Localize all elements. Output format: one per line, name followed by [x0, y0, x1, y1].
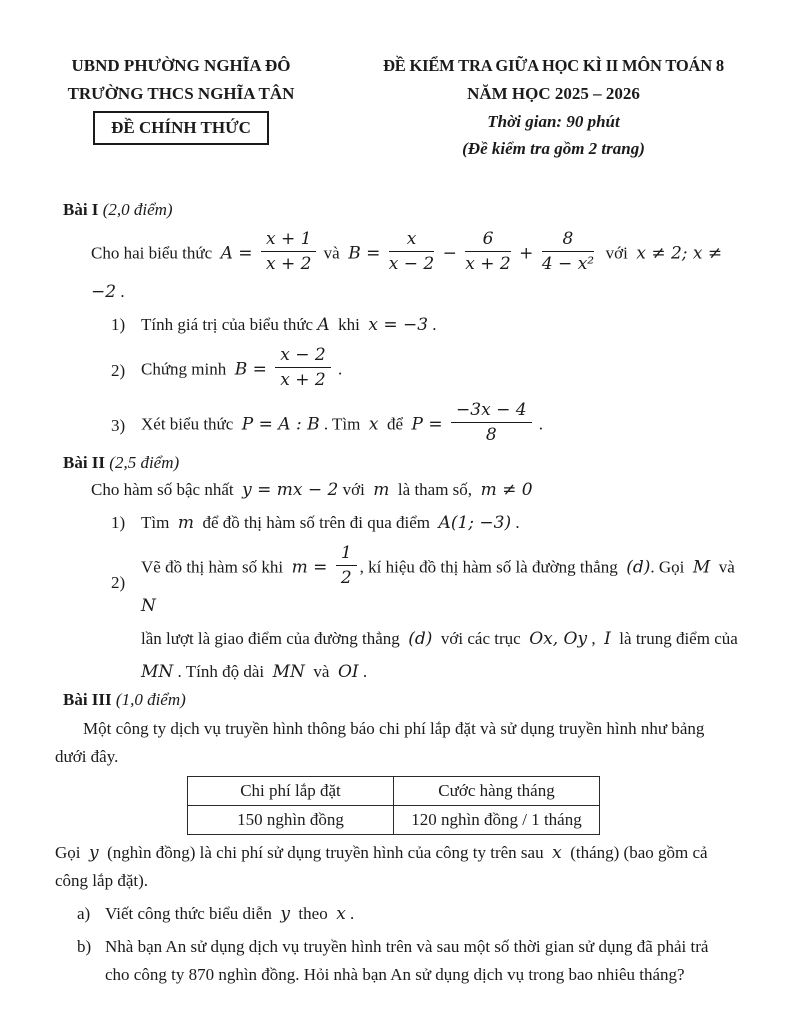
- section-1-item-1: [111, 311, 742, 339]
- text-run: (nghìn đồng) là chi phí sử dụng truyền hình của công ty trên sau: [98, 843, 553, 862]
- item-text: [141, 311, 742, 339]
- text-run: .: [511, 513, 520, 532]
- fraction: [465, 228, 510, 275]
- official-exam-stamp: [93, 111, 269, 145]
- section-1-item-3: [111, 402, 742, 449]
- header-right-block: [307, 52, 742, 162]
- math-run: B =: [348, 243, 386, 264]
- text-run: ,: [587, 629, 605, 648]
- section-3-intro-line-2: [55, 743, 742, 771]
- school-year: NĂM HỌC 2025 – 2026: [467, 84, 640, 103]
- section-3-intro-line-1: [55, 715, 742, 743]
- fraction-numerator: −3x − 4: [451, 399, 532, 423]
- item-text: [105, 900, 742, 928]
- math-run: Ox, Oy: [529, 629, 588, 649]
- math-run: P = A : B: [241, 414, 320, 435]
- table-header-row: [188, 777, 600, 806]
- text-run: khi: [329, 315, 369, 334]
- item-number: 1): [111, 513, 126, 532]
- text-run: Xét biểu thức: [141, 414, 242, 434]
- section-2-item-2: [111, 545, 742, 620]
- section-1-points: (2,0 điểm): [102, 200, 173, 219]
- header-left-block: [55, 52, 307, 162]
- text-run: và: [710, 557, 744, 577]
- exam-duration: Thời gian: 90 phút: [487, 112, 620, 131]
- text-run: .: [333, 359, 343, 379]
- fraction-denominator: x + 2: [465, 254, 511, 274]
- section-3-para-line-1: [55, 839, 742, 867]
- fraction: [542, 228, 594, 275]
- text-run: . Tính độ dài: [173, 662, 273, 681]
- math-run: x: [552, 843, 562, 863]
- text-run: để: [378, 414, 412, 434]
- text-run: để đồ thị hàm số trên đi qua điểm: [193, 513, 439, 532]
- item-number: 1): [111, 315, 126, 334]
- text-run: .: [358, 662, 368, 681]
- item-number: 2): [111, 360, 126, 380]
- section-2-item-1: [111, 509, 742, 537]
- document-header: [55, 52, 742, 162]
- math-run: A(1; −3): [438, 513, 512, 533]
- exam-title: ĐỀ KIỂM TRA GIỮA HỌC KÌ II MÔN TOÁN 8: [383, 56, 724, 75]
- text-run: Viết công thức biểu diễn: [105, 904, 281, 923]
- text-run: .: [116, 282, 125, 301]
- math-run: x: [336, 904, 346, 924]
- text-run: Cho hàm số bậc nhất: [91, 480, 243, 499]
- fraction-numerator: 6: [465, 228, 510, 252]
- section-3-item-a: [77, 900, 742, 928]
- section-1-intro: [91, 231, 742, 306]
- fraction-denominator: x + 2: [265, 254, 312, 274]
- text-run: theo: [289, 904, 337, 923]
- item-text: [141, 347, 742, 394]
- fraction-numerator: x + 1: [261, 228, 316, 252]
- text-run: công lắp đặt).: [55, 871, 148, 890]
- section-2-title: Bài II: [63, 453, 106, 472]
- section-2-points: (2,5 điểm): [109, 453, 180, 472]
- math-run: x = −3: [368, 315, 429, 335]
- text-run: .: [345, 904, 355, 923]
- section-1-title: Bài I: [63, 200, 99, 219]
- math-run: I: [604, 629, 611, 649]
- text-run: với: [338, 480, 374, 499]
- section-3-item-b-line-2: [105, 961, 742, 989]
- text-run: . Gọi: [650, 557, 693, 577]
- school-name: TRƯỜNG THCS NGHĨA TÂN: [67, 84, 295, 103]
- math-run: A: [317, 315, 330, 335]
- math-run: B =: [234, 359, 273, 380]
- section-1-heading: [63, 196, 742, 223]
- fraction-numerator: 8: [542, 228, 594, 252]
- issuer-name: UBND PHƯỜNG NGHĨA ĐÔ: [71, 56, 291, 75]
- text-run: là trung điểm của: [610, 629, 738, 648]
- math-run: (d): [626, 557, 651, 578]
- fraction-numerator: 1: [336, 542, 357, 566]
- table-header-monthly-fee: Cước hàng tháng: [394, 777, 600, 806]
- fraction: [451, 399, 532, 446]
- text-run: Gọi: [55, 843, 89, 862]
- table-data-row: [188, 806, 600, 835]
- fraction-denominator: 2: [340, 568, 352, 588]
- table-cell-installation-cost: 150 nghìn đồng: [188, 806, 394, 835]
- math-run: P =: [411, 414, 449, 435]
- text-run: Chứng minh: [141, 359, 235, 379]
- section-3-para-line-2: [55, 867, 742, 895]
- section-2-heading: [63, 449, 742, 476]
- section-3-title: Bài III: [63, 690, 112, 709]
- text-run: (tháng) (bao gồm cả: [561, 843, 708, 862]
- official-exam-stamp-label: ĐỀ CHÍNH THỨC: [111, 118, 251, 137]
- text-run: và: [304, 662, 338, 681]
- table-cell-monthly-cost: 120 nghìn đồng / 1 tháng: [394, 806, 600, 835]
- math-run: m =: [291, 557, 333, 578]
- math-run: m: [177, 513, 194, 533]
- math-run: y: [280, 904, 290, 924]
- item-text: [141, 402, 742, 449]
- text-run: Nhà bạn An sử dụng dịch vụ truyền hình trên và sau một số thời gian sử dụng đã phải trả: [105, 937, 709, 956]
- text-run: , kí hiệu đồ thị hàm số là đường thẳng: [359, 557, 627, 577]
- text-run: .: [534, 414, 544, 434]
- math-run: x: [368, 414, 379, 435]
- math-run: y = mx − 2: [242, 480, 339, 500]
- text-run: lần lượt là giao điểm của đường thẳng: [141, 629, 409, 648]
- math-run: M: [692, 557, 711, 578]
- text-run: Vẽ đồ thị hàm số khi: [141, 557, 292, 577]
- fraction: [389, 228, 434, 275]
- math-run: MN: [141, 662, 174, 682]
- item-number: 3): [111, 415, 126, 435]
- text-run: dưới đây.: [55, 747, 119, 766]
- section-3-heading: [63, 686, 742, 713]
- fraction-denominator: x − 2: [388, 254, 435, 274]
- section-3-points: (1,0 điểm): [115, 690, 186, 709]
- text-run: . Tìm: [319, 414, 369, 434]
- text-run: .: [428, 315, 437, 334]
- fraction-denominator: 4 − x²: [541, 254, 595, 274]
- section-bai-2: [55, 449, 742, 686]
- math-run: A =: [220, 243, 258, 264]
- fraction: [275, 344, 330, 391]
- math-run: m: [373, 480, 390, 500]
- text-run: với: [597, 243, 637, 263]
- text-run: Tìm: [141, 513, 178, 532]
- fraction-denominator: 8: [485, 425, 497, 445]
- text-run: Cho hai biểu thức: [91, 243, 221, 263]
- text-run: cho công ty 870 nghìn đồng. Hỏi nhà bạn An sử dụng dịch vụ trong bao nhiêu tháng?: [105, 965, 685, 984]
- item-letter: a): [77, 904, 91, 923]
- fraction: [336, 542, 357, 589]
- item-text: [141, 509, 742, 537]
- fraction-denominator: x + 2: [280, 370, 326, 390]
- pricing-table: [187, 776, 600, 835]
- section-bai-3: [55, 686, 742, 989]
- item-text-line-1: [141, 545, 742, 620]
- item-letter: b): [77, 937, 92, 956]
- text-run: Tính giá trị của biểu thức: [141, 315, 318, 334]
- math-run: m ≠ 0: [480, 480, 533, 500]
- text-run: với các trục: [432, 629, 530, 648]
- math-run: x ≠ 2; x ≠ −2: [91, 243, 728, 302]
- section-2-intro: [91, 476, 742, 504]
- math-run: y: [89, 843, 99, 863]
- text-run: và: [319, 243, 349, 263]
- math-run: MN: [272, 662, 305, 682]
- fraction: [261, 228, 316, 275]
- text-run: Một công ty dịch vụ truyền hình thông báo chi phí lắp đặt và sử dụng truyền hình như bảng: [83, 719, 705, 738]
- math-run: N: [141, 596, 156, 616]
- math-run: (d): [408, 629, 433, 649]
- section-1-item-2: [111, 347, 742, 394]
- section-3-item-b: [77, 933, 742, 961]
- item-number: 2): [111, 572, 126, 592]
- math-run: OI: [337, 662, 359, 682]
- section-2-item-2-line-2: [141, 625, 742, 653]
- math-run: +: [513, 243, 539, 264]
- fraction-numerator: x: [389, 228, 434, 252]
- section-2-item-2-line-3: [141, 658, 742, 686]
- page-count-note: (Đề kiểm tra gồm 2 trang): [462, 139, 645, 158]
- item-text-line-1: [105, 933, 742, 961]
- section-bai-1: [55, 196, 742, 449]
- fraction-numerator: x − 2: [275, 344, 330, 368]
- text-run: là tham số,: [389, 480, 481, 499]
- table-header-installation: Chi phí lắp đặt: [188, 777, 394, 806]
- math-run: −: [437, 243, 463, 264]
